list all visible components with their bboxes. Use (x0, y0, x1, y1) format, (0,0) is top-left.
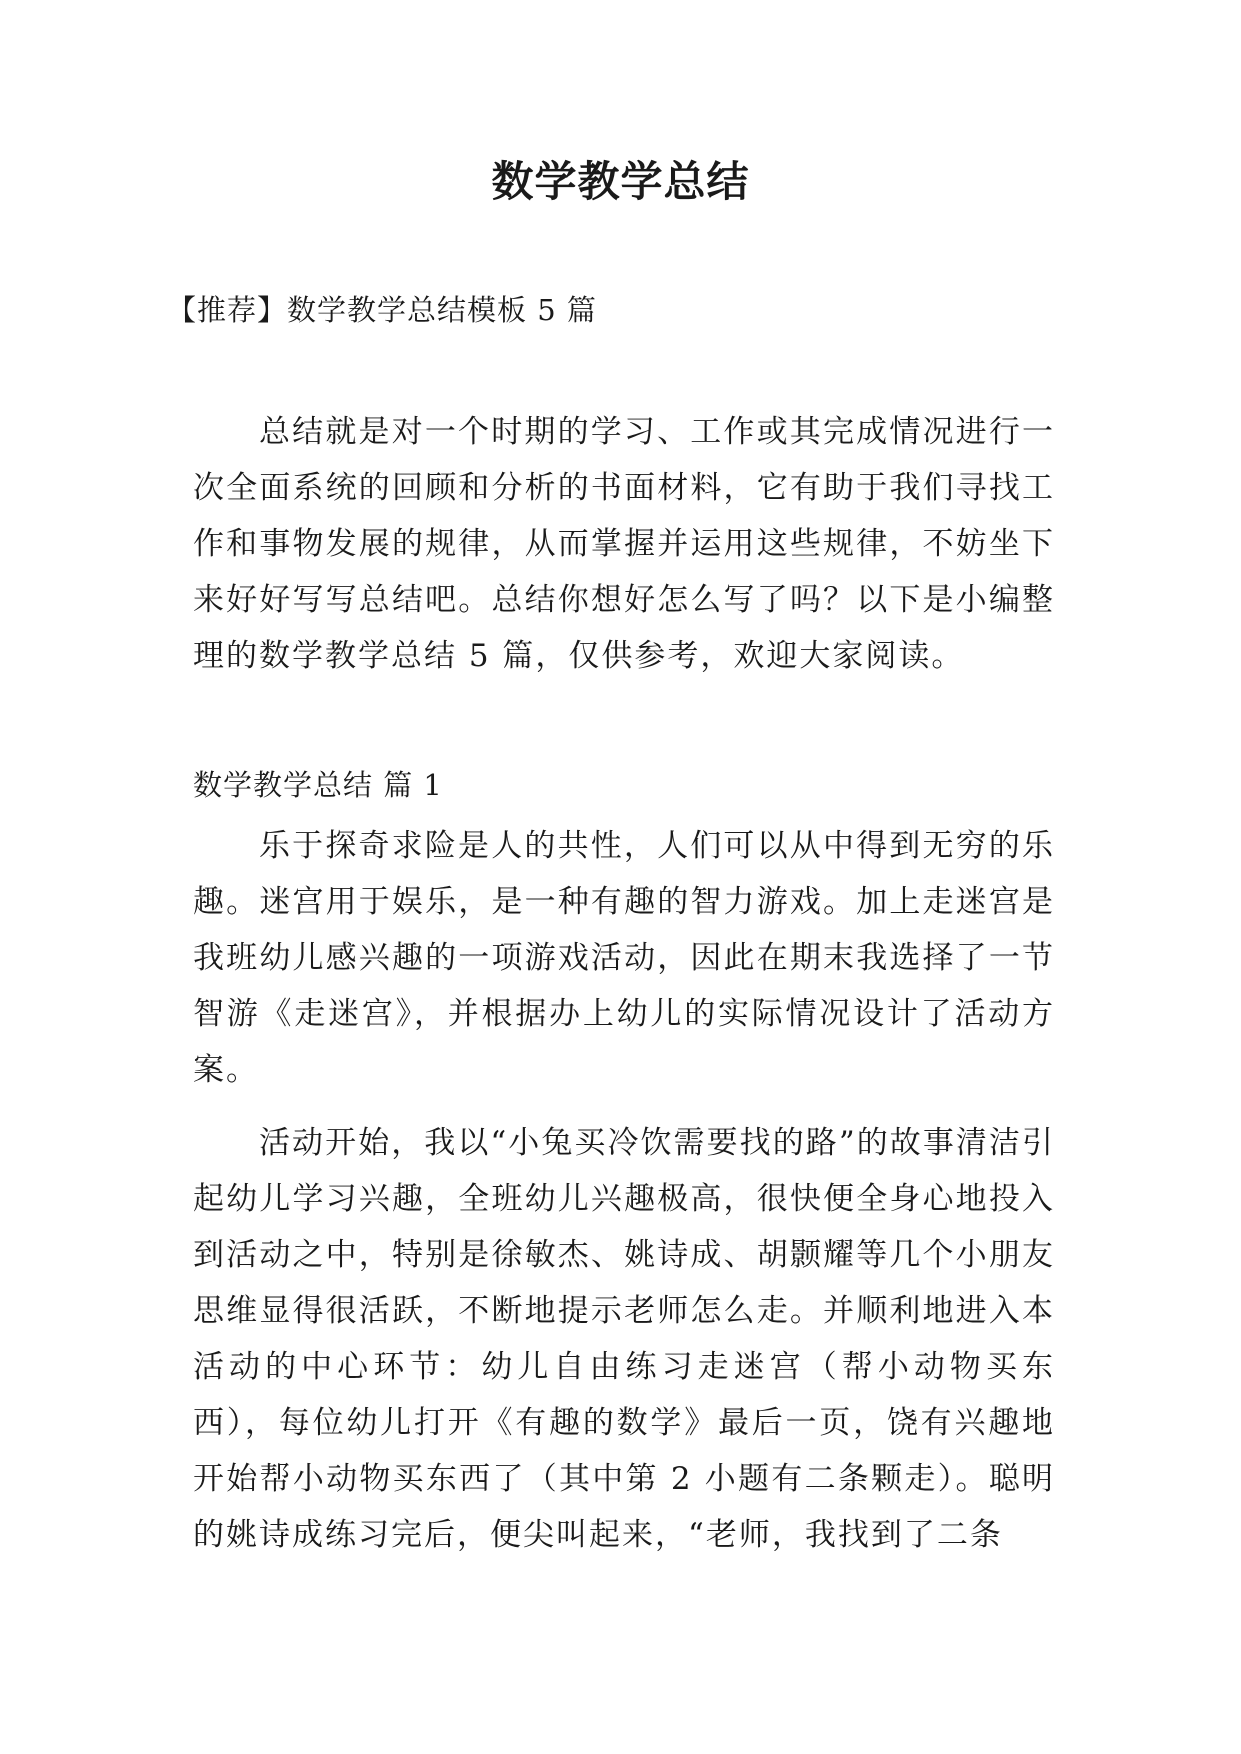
body-paragraph-2: 活动开始，我以“小兔买冷饮需要找的路”的故事清洁引起幼儿学习兴趣，全班幼儿兴趣极高，很快便全身心地投入到活动之中，特别是徐敏杰、姚诗成、胡颢耀等几个小朋友思维显得很活跃，不断地提示老师怎么走。并顺利地进入本活动的中心环节：幼儿自由练习走迷宫（帮小动物买东西），每位幼儿打开《有趣的数学》最后一页，饶有兴趣地开始帮小动物买东西了（其中第 2 小题有二条颗走）。聪明的姚诗成练习完后，便尖叫起来，“老师，我找到了二条 (193, 1125, 1055, 1553)
section-heading: 数学教学总结 篇 1 (193, 768, 443, 802)
document-subtitle: 【推荐】数学教学总结模板 5 篇 (167, 293, 597, 327)
body-paragraph-1: 乐于探奇求险是人的共性，人们可以从中得到无穷的乐趣。迷宫用于娱乐，是一种有趣的智力游戏。加上走迷宫是我班幼儿感兴趣的一项游戏活动，因此在期末我选择了一节智游《走迷宫》，并根据办上幼儿的实际情况设计了活动方案。 (193, 828, 1055, 1088)
intro-paragraph: 总结就是对一个时期的学习、工作或其完成情况进行一次全面系统的回顾和分析的书面材料，它有助于我们寻找工作和事物发展的规律，从而掌握并运用这些规律，不妨坐下来好好写写总结吧。总结你想好怎么写了吗？以下是小编整理的数学教学总结 5 篇，仅供参考，欢迎大家阅读。 (193, 414, 1055, 674)
document-title: 数学教学总结 (491, 157, 750, 206)
